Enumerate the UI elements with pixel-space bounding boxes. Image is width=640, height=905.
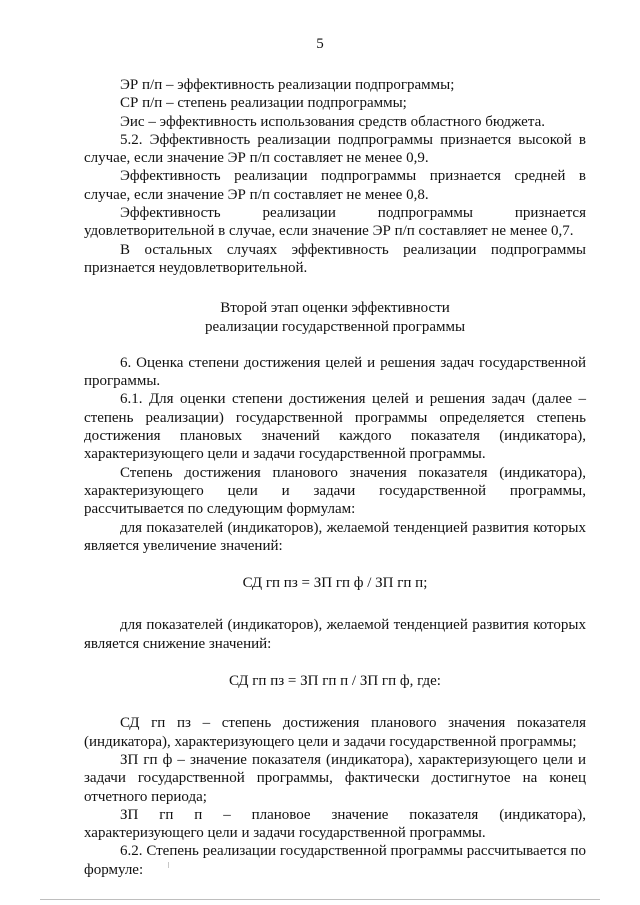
paragraph-unsatisfactory-efficiency: В остальных случаях эффективность реализации подпрограммы признается неудовлетворительной. [84, 241, 586, 276]
paragraph-decrease-indicators: для показателей (индикаторов), желаемой тенденцией развития которых является снижение значений: [84, 617, 586, 652]
formula-increase: СД гп пз = ЗП гп ф / ЗП гп п; [242, 575, 428, 592]
page-number: 5 [316, 36, 324, 52]
formula-decrease: СД гп пз = ЗП гп п / ЗП гп ф, где: [229, 673, 441, 690]
paragraph-6-1: 6.1. Для оценки степени достижения целей и решения задач (далее – степень реализации) государственной программы определяется степень достижения плановых значений каждого показателя (индикатора), характеризующего цели и задачи государственной программы. [84, 391, 586, 463]
paragraph-increase-indicators: для показателей (индикаторов), желаемой тенденцией развития которых является увеличение значений: [84, 519, 586, 554]
scan-artifact-dot [168, 862, 169, 868]
paragraph-sd-definition: СД гп пз – степень достижения планового значения показателя (индикатора), характеризующего цели и задачи государственной программы; [84, 715, 586, 750]
paragraph-6: 6. Оценка степени достижения целей и решения задач государственной программы. [84, 354, 586, 390]
paragraph-degree-calculation: Степень достижения планового значения показателя (индикатора), характеризующего цели и задачи государственной программы, рассчитывается по следующим формулам: [84, 464, 586, 518]
scan-artifact-line [40, 899, 600, 900]
section-heading-line-2: реализации государственной программы [204, 318, 466, 335]
document-body [84, 76, 586, 879]
paragraph-6-2: 6.2. Степень реализации государственной программы рассчитывается по формуле: [84, 843, 586, 878]
paragraph-zp-plan-definition: ЗП гп п – плановое значение показателя (индикатора), характеризующего цели и задачи государственной программы. [84, 806, 586, 842]
paragraph-sr-definition: СР п/п – степень реализации подпрограммы; [120, 95, 407, 112]
paragraph-er-definition: ЭР п/п – эффективность реализации подпрограммы; [120, 77, 455, 93]
section-heading-line-1: Второй этап оценки эффективности [220, 300, 450, 317]
paragraph-5-2: 5.2. Эффективность реализации подпрограммы признается высокой в случае, если значение ЭР п/п составляет не менее 0,9. [84, 131, 586, 167]
paragraph-eis-definition: Эис – эффективность использования средств областного бюджета. [120, 113, 545, 130]
paragraph-zp-fact-definition: ЗП гп ф – значение показателя (индикатора), характеризующего цели и задачи государственной программы, фактически достигнутое на конец отчетного периода; [84, 751, 586, 805]
paragraph-medium-efficiency: Эффективность реализации подпрограммы признается средней в случае, если значение ЭР п/п составляет не менее 0,8. [84, 168, 586, 203]
paragraph-satisfactory-efficiency: Эффективность реализации подпрограммы признается удовлетворительной в случае, если значение ЭР п/п составляет не менее 0,7. [84, 205, 586, 240]
section-heading [84, 299, 586, 336]
